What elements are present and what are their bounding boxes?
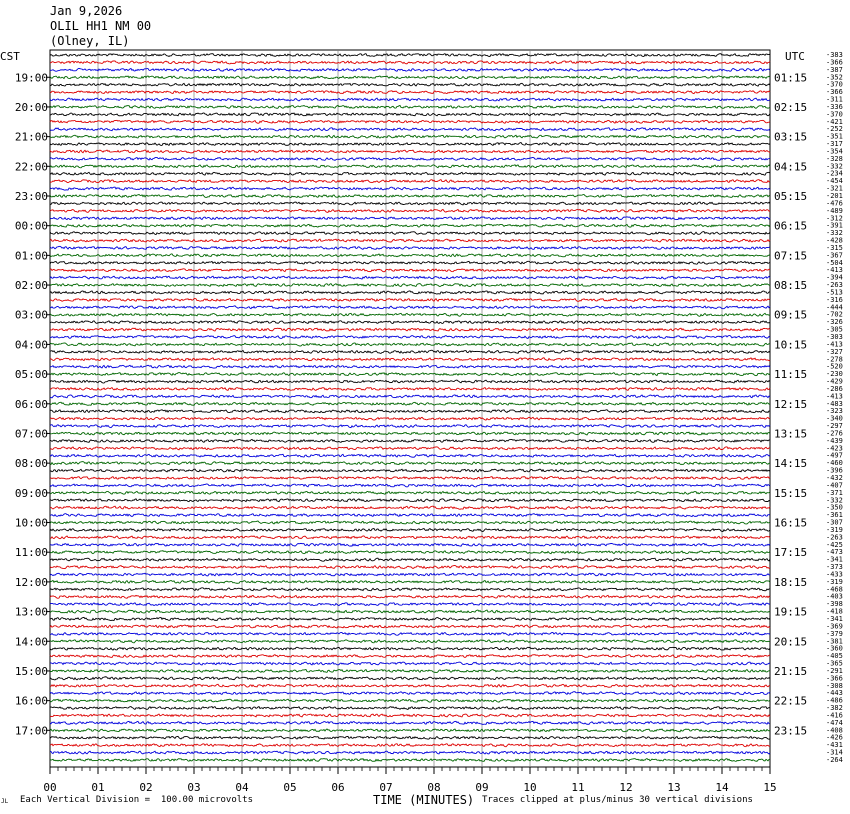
hour-label-right: 11:15 [774,368,808,382]
x-tick-label: 12 [619,781,633,794]
trace-line [50,588,770,591]
hour-label-right: 16:15 [774,516,808,530]
trace-offset-label: -408 [826,726,843,735]
trace-line [50,677,770,680]
trace-offset-label: -394 [826,273,843,282]
trace-offset-label: -405 [826,652,843,661]
trace-line [50,632,770,635]
trace-line [50,573,770,576]
trace-line [50,246,770,249]
hour-label-left: 11:00 [14,546,48,560]
trace-line [50,143,770,146]
trace-line [50,98,770,101]
trace-line [50,529,770,532]
trace-line [50,76,770,79]
x-tick-label: 04 [235,781,249,794]
trace-line [50,447,770,450]
hour-label-left: 02:00 [14,279,48,293]
trace-line [50,410,770,413]
trace-line [50,336,770,339]
hour-label-left: 00:00 [14,219,48,233]
hour-label-left: 04:00 [14,338,48,352]
hour-label-right: 06:15 [774,219,808,233]
trace-line [50,707,770,710]
trace-offset-label: -468 [826,585,843,594]
trace-offset-label: -382 [826,704,843,713]
hour-label-left: 08:00 [14,457,48,471]
trace-offset-label: -489 [826,206,843,215]
trace-line [50,759,770,762]
trace-line [50,692,770,695]
trace-line [50,536,770,539]
hour-label-right: 02:15 [774,100,808,114]
trace-line [50,224,770,227]
x-tick-label: 15 [763,781,777,794]
trace-offset-label: -413 [826,266,843,275]
trace-offset-label: -444 [826,303,843,312]
hour-label-right: 07:15 [774,249,808,263]
trace-line [50,83,770,86]
trace-line [50,328,770,331]
trace-line [50,358,770,361]
trace-offset-label: -429 [826,377,843,386]
trace-offset-label: -425 [826,540,843,549]
trace-offset-label: -350 [826,503,843,512]
trace-line [50,276,770,279]
trace-offset-label: -264 [826,756,843,764]
trace-line [50,254,770,257]
trace-line [50,135,770,138]
trace-line [50,744,770,747]
trace-offset-label: -315 [826,243,843,252]
x-tick-label: 09 [475,781,489,794]
trace-offset-label: -369 [826,622,843,631]
trace-line [50,172,770,175]
trace-line [50,729,770,732]
trace-offset-label: -371 [826,488,843,497]
trace-offset-label: -373 [826,563,843,572]
trace-line [50,380,770,383]
trace-line [50,373,770,376]
trace-offset-label: -476 [826,199,843,208]
trace-offset-label: -312 [826,214,843,223]
trace-line [50,157,770,160]
trace-line [50,425,770,428]
hour-label-right: 10:15 [774,338,808,352]
trace-offset-label: -341 [826,555,843,564]
trace-line [50,298,770,301]
trace-offset-label: -308 [826,681,843,690]
trace-line [50,209,770,212]
trace-offset-label: -387 [826,65,843,74]
trace-line [50,721,770,724]
trace-offset-label: -398 [826,600,843,609]
trace-offset-label: -360 [826,644,843,653]
trace-line [50,54,770,57]
trace-line [50,269,770,272]
trace-offset-label: -263 [826,281,843,290]
trace-offset-label: -520 [826,362,843,371]
trace-line [50,514,770,517]
trace-offset-label: -367 [826,251,843,260]
trace-line [50,684,770,687]
trace-offset-label: -201 [826,192,843,200]
hour-label-left: 09:00 [14,486,48,500]
trace-line [50,506,770,509]
hour-label-right: 15:15 [774,486,808,500]
trace-line [50,543,770,546]
trace-offset-label: -332 [826,496,843,505]
trace-offset-label: -431 [826,741,843,750]
trace-offset-label: -702 [826,310,843,319]
x-tick-label: 01 [91,781,105,794]
hour-label-right: 09:15 [774,308,808,322]
trace-line [50,640,770,643]
trace-line [50,284,770,287]
x-tick-label: 13 [667,781,681,794]
trace-line [50,321,770,324]
trace-offset-label: -332 [826,229,843,238]
trace-offset-label: -252 [826,125,843,134]
trace-offset-label: -361 [826,511,843,520]
trace-offset-label: -366 [826,58,843,67]
chart-station: OLIL HH1 NM 00 [50,19,152,33]
trace-offset-label: -311 [826,95,843,104]
hour-label-right: 12:15 [774,397,808,411]
x-tick-label: 06 [331,781,345,794]
trace-offset-label: -379 [826,629,843,638]
hour-label-left: 13:00 [14,605,48,619]
trace-offset-label: -391 [826,221,843,230]
trace-line [50,395,770,398]
trace-offset-label: -497 [826,451,843,460]
trace-offset-label: -413 [826,340,843,349]
trace-offset-label: -327 [826,347,843,356]
trace-offset-label: -316 [826,295,843,304]
hour-label-left: 15:00 [14,664,48,678]
trace-offset-label: -433 [826,570,843,579]
trace-offset-label: -454 [826,177,843,186]
hour-label-right: 18:15 [774,575,808,589]
trace-line [50,194,770,197]
trace-offset-label: -297 [826,422,843,431]
hour-label-left: 12:00 [14,575,48,589]
trace-offset-label: -486 [826,696,843,705]
trace-offset-label: -426 [826,733,843,742]
hour-label-right: 13:15 [774,427,808,441]
hour-label-left: 22:00 [14,160,48,174]
hour-label-right: 08:15 [774,279,808,293]
hour-label-left: 03:00 [14,308,48,322]
trace-offset-label: -305 [826,325,843,334]
chart-date: Jan 9,2026 [50,4,123,18]
trace-line [50,499,770,502]
trace-line [50,350,770,353]
footer-mark: JL [1,798,9,805]
trace-offset-label: -413 [826,392,843,401]
hour-label-right: 19:15 [774,605,808,619]
trace-line [50,714,770,717]
hour-label-right: 22:15 [774,694,808,708]
trace-offset-label: -340 [826,414,843,423]
trace-offset-label: -276 [826,429,843,438]
trace-line [50,647,770,650]
trace-line [50,670,770,673]
trace-line [50,128,770,131]
trace-line [50,91,770,94]
trace-line [50,469,770,472]
trace-offset-label: -504 [826,258,843,267]
hour-label-left: 20:00 [14,100,48,114]
trace-offset-label: -366 [826,88,843,97]
trace-line [50,120,770,123]
trace-offset-label: -428 [826,236,843,245]
hour-label-right: 21:15 [774,664,808,678]
hour-label-left: 14:00 [14,635,48,649]
hour-label-left: 21:00 [14,130,48,144]
trace-offset-label: -319 [826,525,843,534]
hour-label-left: 16:00 [14,694,48,708]
trace-offset-label: -303 [826,333,843,341]
trace-line [50,491,770,494]
x-tick-label: 05 [283,781,297,794]
trace-offset-label: -230 [826,370,843,379]
x-axis-label: TIME (MINUTES) [373,793,475,807]
trace-line [50,313,770,316]
x-tick-label: 00 [43,781,57,794]
trace-offset-label: -513 [826,288,843,297]
trace-line [50,150,770,153]
trace-offset-label: -423 [826,444,843,453]
trace-offset-label: -332 [826,162,843,171]
trace-offset-label: -317 [826,140,843,149]
trace-offset-label: -263 [826,533,843,542]
hour-label-right: 23:15 [774,724,808,738]
trace-offset-label: -474 [826,718,843,727]
hour-label-left: 01:00 [14,249,48,263]
hour-label-right: 05:15 [774,190,808,203]
hour-label-right: 20:15 [774,635,808,649]
clip-note: Traces clipped at plus/minus 30 vertical divisions [482,795,753,805]
trace-offset-label: -323 [826,407,843,416]
trace-offset-label: -352 [826,73,843,82]
trace-offset-label: -286 [826,384,843,393]
trace-offset-label: -278 [826,355,843,364]
trace-line [50,580,770,583]
trace-offset-label: -383 [826,51,843,59]
hour-label-left: 19:00 [14,71,48,85]
trace-offset-label: -443 [826,689,843,698]
trace-line [50,68,770,71]
trace-line [50,187,770,190]
hour-label-left: 10:00 [14,516,48,530]
trace-line [50,558,770,561]
trace-line [50,417,770,420]
trace-offset-label: -432 [826,474,843,482]
trace-line [50,462,770,465]
trace-line [50,402,770,405]
trace-line [50,595,770,598]
hour-label-right: 01:15 [774,71,808,85]
scale-note: Each Vertical Division = 100.00 microvolts [20,795,253,805]
trace-line [50,603,770,606]
trace-offset-label: -336 [826,102,843,111]
trace-offset-label: -473 [826,548,843,557]
trace-line [50,699,770,702]
x-tick-label: 10 [523,781,537,794]
trace-line [50,565,770,568]
trace-line [50,477,770,480]
trace-offset-label: -341 [826,615,843,623]
trace-offset-label: -234 [826,169,843,178]
trace-offset-label: -365 [826,659,843,668]
trace-line [50,113,770,116]
right-timezone-label: UTC [785,50,805,63]
trace-offset-label: -370 [826,80,843,89]
trace-offset-label: -354 [826,147,843,156]
hour-label-left: 23:00 [14,190,48,203]
hour-label-right: 03:15 [774,130,808,144]
hour-label-left: 06:00 [14,397,48,411]
trace-offset-label: -321 [826,184,843,193]
trace-offset-label: -314 [826,748,843,757]
trace-line [50,454,770,457]
trace-line [50,105,770,108]
trace-offset-label: -407 [826,481,843,490]
trace-offset-label: -396 [826,466,843,475]
hour-label-right: 14:15 [774,457,808,471]
trace-line [50,751,770,754]
trace-offset-label: -351 [826,132,843,141]
trace-offset-label: -381 [826,637,843,646]
hour-label-left: 17:00 [14,724,48,738]
trace-offset-label: -319 [826,577,843,586]
hour-label-left: 05:00 [14,368,48,382]
trace-line [50,261,770,264]
trace-line [50,365,770,368]
trace-line [50,484,770,487]
trace-offset-label: -370 [826,110,843,119]
trace-offset-label: -483 [826,399,843,408]
x-tick-label: 08 [427,781,441,794]
hour-label-right: 04:15 [774,160,808,174]
trace-offset-label: -403 [826,592,843,601]
trace-line [50,662,770,665]
trace-line [50,202,770,205]
trace-line [50,239,770,242]
trace-line [50,551,770,554]
hour-label-right: 17:15 [774,546,808,560]
trace-line [50,232,770,235]
trace-offset-label: -291 [826,666,843,675]
trace-offset-label: -439 [826,436,843,445]
trace-line [50,291,770,294]
x-tick-label: 02 [139,781,153,794]
trace-line [50,610,770,613]
trace-offset-label: -416 [826,711,843,720]
x-tick-label: 03 [187,781,201,794]
trace-offset-label: -328 [826,154,843,163]
trace-line [50,617,770,620]
trace-line [50,343,770,346]
trace-line [50,625,770,628]
trace-offset-label: -366 [826,674,843,683]
trace-line [50,306,770,309]
trace-line [50,736,770,739]
plot-frame [50,50,770,767]
trace-line [50,432,770,435]
trace-offset-label: -421 [826,117,843,126]
trace-offset-label: -460 [826,459,843,468]
trace-offset-label: -418 [826,607,843,616]
trace-line [50,180,770,183]
x-tick-label: 07 [379,781,393,794]
trace-line [50,439,770,442]
trace-line [50,521,770,524]
trace-offset-label: -326 [826,318,843,327]
trace-line [50,61,770,64]
x-tick-label: 11 [571,781,585,794]
trace-offset-label: -307 [826,518,843,527]
trace-line [50,655,770,658]
x-tick-label: 14 [715,781,729,794]
chart-location: (Olney, IL) [50,34,130,48]
left-timezone-label: CST [0,50,20,63]
hour-label-left: 07:00 [14,427,48,441]
trace-line [50,165,770,168]
trace-line [50,388,770,391]
trace-line [50,217,770,220]
